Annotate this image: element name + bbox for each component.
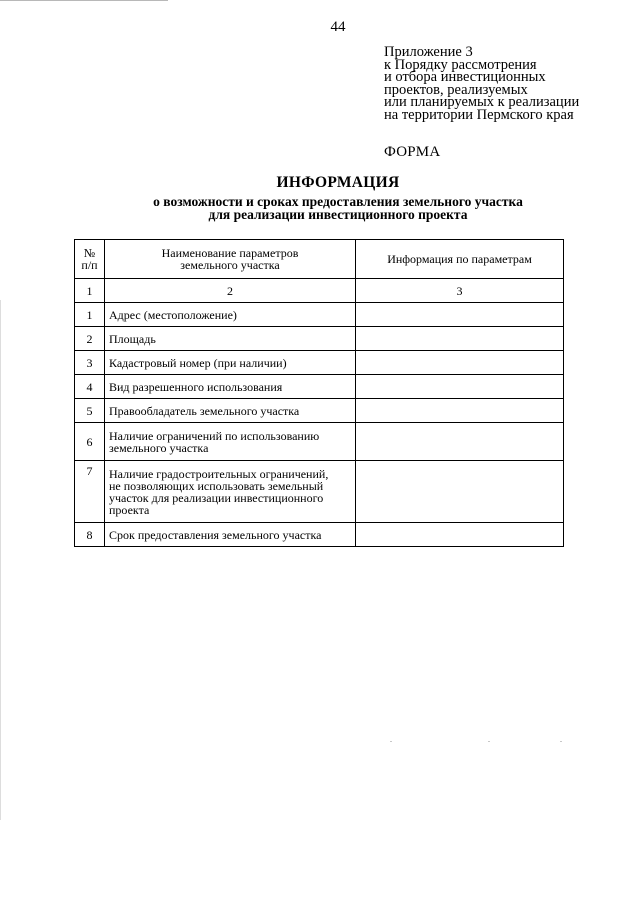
header-number-line: п/п (81, 258, 98, 272)
column-number: 3 (356, 279, 564, 303)
parameter-name (105, 461, 356, 523)
row-number: 4 (75, 375, 105, 399)
table-row (75, 523, 564, 547)
appendix-line: или планируемых к реализации (384, 94, 580, 111)
parameter-value (356, 399, 564, 423)
row-number: 5 (75, 399, 105, 423)
table-row (75, 375, 564, 399)
row-number: 2 (75, 327, 105, 351)
document-subtitle (0, 195, 640, 221)
parameter-name-line: Правообладатель земельного участка (109, 403, 300, 418)
parameter-value (356, 461, 564, 523)
scan-speck (560, 741, 562, 742)
table-row (75, 351, 564, 375)
parameter-name (105, 327, 356, 351)
header-parameter-name (105, 240, 356, 279)
parameter-name-line: проекта (109, 502, 150, 517)
table-row (75, 399, 564, 423)
parameter-name (105, 351, 356, 375)
table-header-row (75, 240, 564, 279)
header-parameter-info: Информация по параметрам (356, 240, 564, 279)
subtitle-line: о возможности и сроках предоставления земельного участка (153, 194, 523, 209)
table-row (75, 303, 564, 327)
parameter-value (356, 375, 564, 399)
header-number (75, 240, 105, 279)
appendix-line: и отбора инвестиционных (384, 69, 546, 86)
scan-left-edge (0, 300, 1, 820)
row-number: 7 (75, 461, 105, 523)
subtitle-line: для реализации инвестиционного проекта (208, 207, 468, 222)
column-number-row (75, 279, 564, 303)
header-number-line: № (83, 246, 96, 260)
row-number: 6 (75, 423, 105, 461)
row-number: 3 (75, 351, 105, 375)
parameter-name-line: Срок предоставления земельного участка (109, 527, 322, 542)
table-row (75, 461, 564, 523)
form-label: ФОРМА (384, 144, 441, 160)
header-name-line: Наименование параметров (161, 246, 299, 260)
parameters-table (74, 239, 564, 547)
parameter-name-line: участок для реализации инвестиционного (109, 490, 324, 505)
parameter-value (356, 423, 564, 461)
row-number: 1 (75, 303, 105, 327)
parameter-value (356, 523, 564, 547)
table-row (75, 327, 564, 351)
document-title: ИНФОРМАЦИЯ (276, 174, 400, 191)
appendix-line: проектов, реализуемых (384, 81, 528, 98)
parameter-value (356, 303, 564, 327)
appendix-note (384, 46, 579, 122)
parameter-name (105, 423, 356, 461)
parameter-name-line: Адрес (местоположение) (109, 307, 237, 322)
parameter-name (105, 303, 356, 327)
parameter-name-line: Площадь (109, 331, 156, 346)
parameter-name-line: Вид разрешенного использования (109, 379, 283, 394)
row-number: 8 (75, 523, 105, 547)
appendix-line: к Порядку рассмотрения (384, 56, 537, 73)
parameter-name-line: не позволяющих использовать земельный (109, 478, 324, 493)
header-name-line: земельного участка (180, 258, 280, 272)
column-number: 2 (105, 279, 356, 303)
scan-speck (488, 741, 490, 742)
parameter-name-line: земельного участка (109, 440, 209, 455)
parameter-name (105, 523, 356, 547)
column-number: 1 (75, 279, 105, 303)
scan-top-rule (0, 0, 168, 1)
parameter-name-line: Кадастровый номер (при наличии) (109, 355, 287, 370)
appendix-line: на территории Пермского края (384, 106, 574, 123)
table-row (75, 423, 564, 461)
parameter-name (105, 375, 356, 399)
parameter-name-line: Наличие ограничений по использованию (109, 428, 320, 443)
parameter-value (356, 327, 564, 351)
appendix-line: Приложение 3 (384, 44, 473, 60)
parameter-value (356, 351, 564, 375)
page-number: 44 (330, 19, 346, 35)
scan-speck (390, 741, 392, 742)
parameter-name (105, 399, 356, 423)
parameter-name-line: Наличие градостроительных ограничений, (109, 466, 329, 481)
